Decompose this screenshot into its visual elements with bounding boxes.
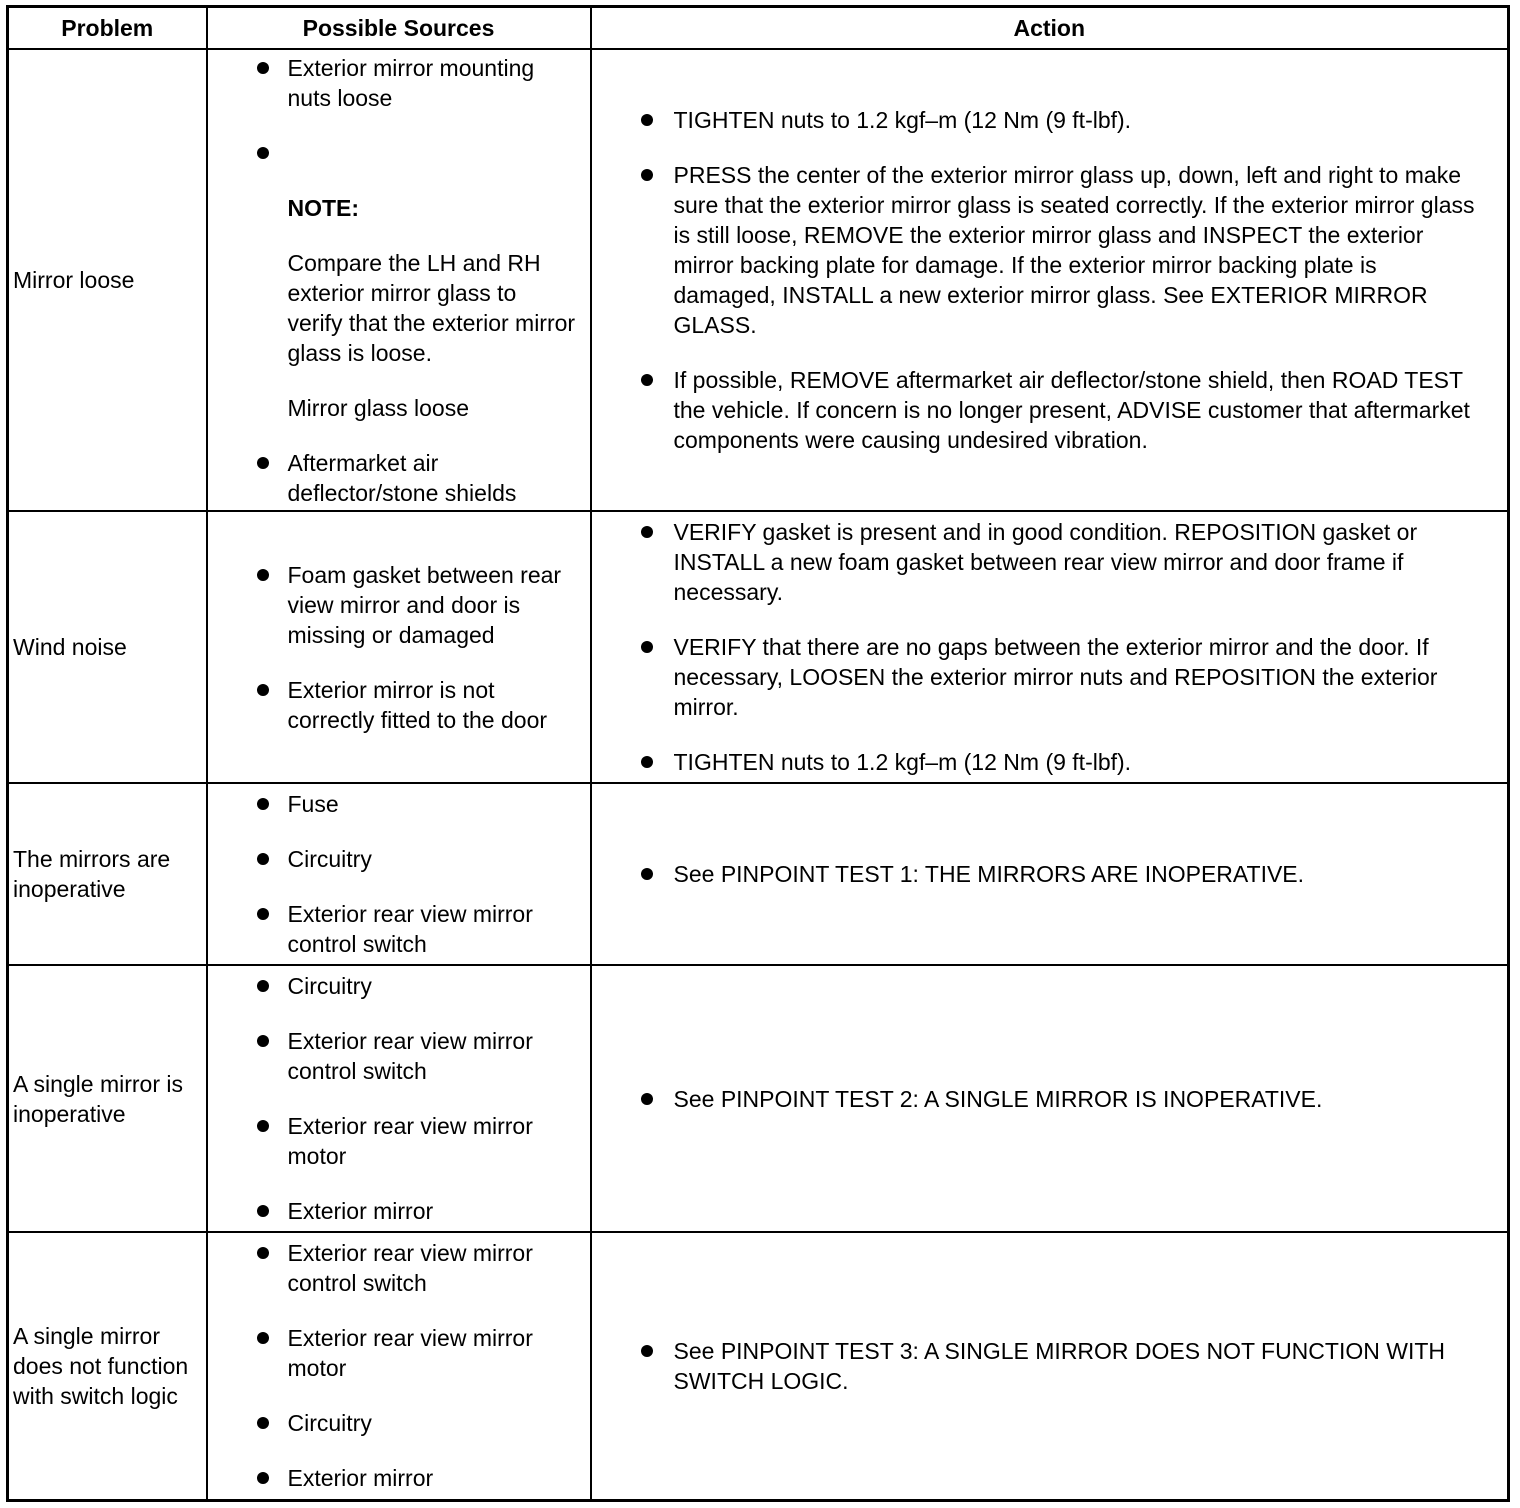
bullet-icon xyxy=(641,1093,653,1105)
bullet-icon xyxy=(641,868,653,880)
action-text: PRESS the center of the exterior mirror glass up, down, left and right to make sure that the exterior mirror glass is seated correctly. If the exterior mirror glass is still loose, REMOVE the exterior mirror glass and INSPECT the exterior mirror backing plate for damage. If the exterior mirror backing plate is damaged, INSTALL a new exterior mirror glass. See EXTERIOR MIRROR GLASS. xyxy=(673,162,1475,338)
source-text xyxy=(288,138,578,168)
list-item xyxy=(208,1463,590,1493)
table-row xyxy=(8,49,1509,511)
note-label: NOTE: xyxy=(287,194,360,221)
source-text: Exterior mirror mounting nuts loose xyxy=(287,54,535,111)
header-action: Action xyxy=(591,7,1509,50)
bullet-icon xyxy=(257,62,269,74)
list-item xyxy=(208,1408,590,1438)
sources-cell xyxy=(207,511,591,783)
list-item xyxy=(208,1196,590,1226)
action-text: If possible, REMOVE aftermarket air deflector/stone shield, then ROAD TEST the vehicle. If concern is no longer present, ADVISE customer that aftermarket components were causing undesired vibration. xyxy=(673,367,1470,453)
action-text: See PINPOINT TEST 3: A SINGLE MIRROR DOES NOT FUNCTION WITH SWITCH LOGIC. xyxy=(673,1337,1445,1394)
bullet-icon xyxy=(641,374,653,386)
action-cell xyxy=(591,965,1509,1232)
header-row xyxy=(8,7,1509,50)
bullet-icon xyxy=(257,1205,269,1217)
sources-list xyxy=(208,789,590,959)
actions-list xyxy=(592,1336,1508,1396)
bullet-icon xyxy=(257,147,269,159)
list-item xyxy=(208,53,590,113)
header-possible-sources: Possible Sources xyxy=(207,7,591,50)
source-text: Aftermarket air deflector/stone shields xyxy=(287,449,517,506)
bullet-icon xyxy=(257,798,269,810)
sources-cell xyxy=(207,965,591,1232)
source-text: Exterior rear view mirror control switch xyxy=(287,1240,533,1297)
list-item xyxy=(592,1084,1508,1114)
action-text: TIGHTEN nuts to 1.2 kgf–m (12 Nm (9 ft-lbf). xyxy=(673,107,1132,133)
sources-list xyxy=(208,1238,590,1493)
bullet-icon xyxy=(641,641,653,653)
action-cell xyxy=(591,49,1509,511)
list-item xyxy=(208,844,590,874)
sources-list xyxy=(208,560,590,735)
bullet-icon xyxy=(641,756,653,768)
sources-cell xyxy=(207,1232,591,1500)
list-item xyxy=(592,105,1508,135)
bullet-icon xyxy=(257,1120,269,1132)
list-item xyxy=(592,517,1508,607)
action-text: See PINPOINT TEST 1: THE MIRRORS ARE INOPERATIVE. xyxy=(673,861,1305,887)
problem-cell: Mirror loose xyxy=(8,49,207,511)
bullet-icon xyxy=(257,1035,269,1047)
bullet-icon xyxy=(257,908,269,920)
action-text: TIGHTEN nuts to 1.2 kgf–m (12 Nm (9 ft-lbf). xyxy=(673,749,1132,775)
bullet-icon xyxy=(257,1247,269,1259)
source-text: Circuitry xyxy=(287,1410,372,1437)
bullet-icon xyxy=(257,980,269,992)
source-text: Exterior rear view mirror control switch xyxy=(287,1028,533,1084)
list-item xyxy=(592,632,1508,722)
source-text: Foam gasket between rear view mirror and door is missing or damaged xyxy=(287,561,562,648)
source-text: Exterior mirror xyxy=(287,1465,434,1492)
sources-list xyxy=(208,53,590,508)
source-text: Exterior rear view mirror motor xyxy=(287,1113,533,1169)
sources-list xyxy=(208,971,590,1226)
list-item xyxy=(208,971,590,1001)
table-row xyxy=(8,783,1509,965)
source-text: Circuitry xyxy=(287,973,372,999)
list-item xyxy=(592,859,1508,889)
list-item xyxy=(592,365,1508,455)
bullet-icon xyxy=(641,1345,653,1357)
actions-list xyxy=(592,105,1508,455)
header-problem: Problem xyxy=(8,7,207,50)
list-item xyxy=(208,899,590,959)
list-item xyxy=(208,448,590,508)
bullet-icon xyxy=(641,114,653,126)
action-text: VERIFY gasket is present and in good condition. REPOSITION gasket or INSTALL a new foam gasket between rear view mirror and door frame if necessary. xyxy=(673,519,1418,605)
problem-cell: A single mirror does not function with switch logic xyxy=(8,1232,207,1500)
bullet-icon xyxy=(257,853,269,865)
list-item xyxy=(208,560,590,650)
list-item xyxy=(592,747,1508,777)
list-item xyxy=(208,675,590,735)
list-item xyxy=(592,1336,1508,1396)
source-text: Circuitry xyxy=(287,846,372,872)
note-tail: Mirror glass loose xyxy=(287,394,469,421)
bullet-icon xyxy=(257,684,269,696)
bullet-icon xyxy=(257,457,269,469)
source-text: Exterior mirror is not correctly fitted to the door xyxy=(287,676,548,733)
source-text: Fuse xyxy=(287,791,339,817)
sources-cell xyxy=(207,49,591,511)
action-text: See PINPOINT TEST 2: A SINGLE MIRROR IS INOPERATIVE. xyxy=(673,1085,1323,1112)
list-item xyxy=(592,160,1508,340)
actions-list xyxy=(592,1084,1508,1114)
diagnosis-table xyxy=(6,5,1510,1502)
actions-list xyxy=(592,517,1508,777)
action-text: VERIFY that there are no gaps between the exterior mirror and the door. If necessary, LOOSEN the exterior mirror nuts and REPOSITION the exterior mirror. xyxy=(673,634,1438,720)
bullet-icon xyxy=(257,1332,269,1344)
bullet-icon xyxy=(641,526,653,538)
action-cell xyxy=(591,783,1509,965)
bullet-icon xyxy=(257,569,269,581)
source-text: Exterior mirror xyxy=(287,1198,434,1224)
table-row xyxy=(8,965,1509,1232)
source-text: Exterior rear view mirror control switch xyxy=(287,901,533,957)
action-cell xyxy=(591,511,1509,783)
note-text: Compare the LH and RH exterior mirror glass to verify that the exterior mirror glass is loose. xyxy=(287,249,576,366)
table-row xyxy=(8,1232,1509,1500)
list-item xyxy=(208,138,590,423)
bullet-icon xyxy=(257,1472,269,1484)
list-item xyxy=(208,1026,590,1086)
bullet-icon xyxy=(257,1417,269,1429)
list-item xyxy=(208,789,590,819)
actions-list xyxy=(592,859,1508,889)
bullet-icon xyxy=(641,169,653,181)
problem-cell: The mirrors are inoperative xyxy=(8,783,207,965)
table-row xyxy=(8,511,1509,783)
action-cell xyxy=(591,1232,1509,1500)
problem-cell: Wind noise xyxy=(8,511,207,783)
source-text: Exterior rear view mirror motor xyxy=(287,1325,533,1382)
problem-cell: A single mirror is inoperative xyxy=(8,965,207,1232)
sources-cell xyxy=(207,783,591,965)
list-item xyxy=(208,1323,590,1383)
list-item xyxy=(208,1238,590,1298)
list-item xyxy=(208,1111,590,1171)
